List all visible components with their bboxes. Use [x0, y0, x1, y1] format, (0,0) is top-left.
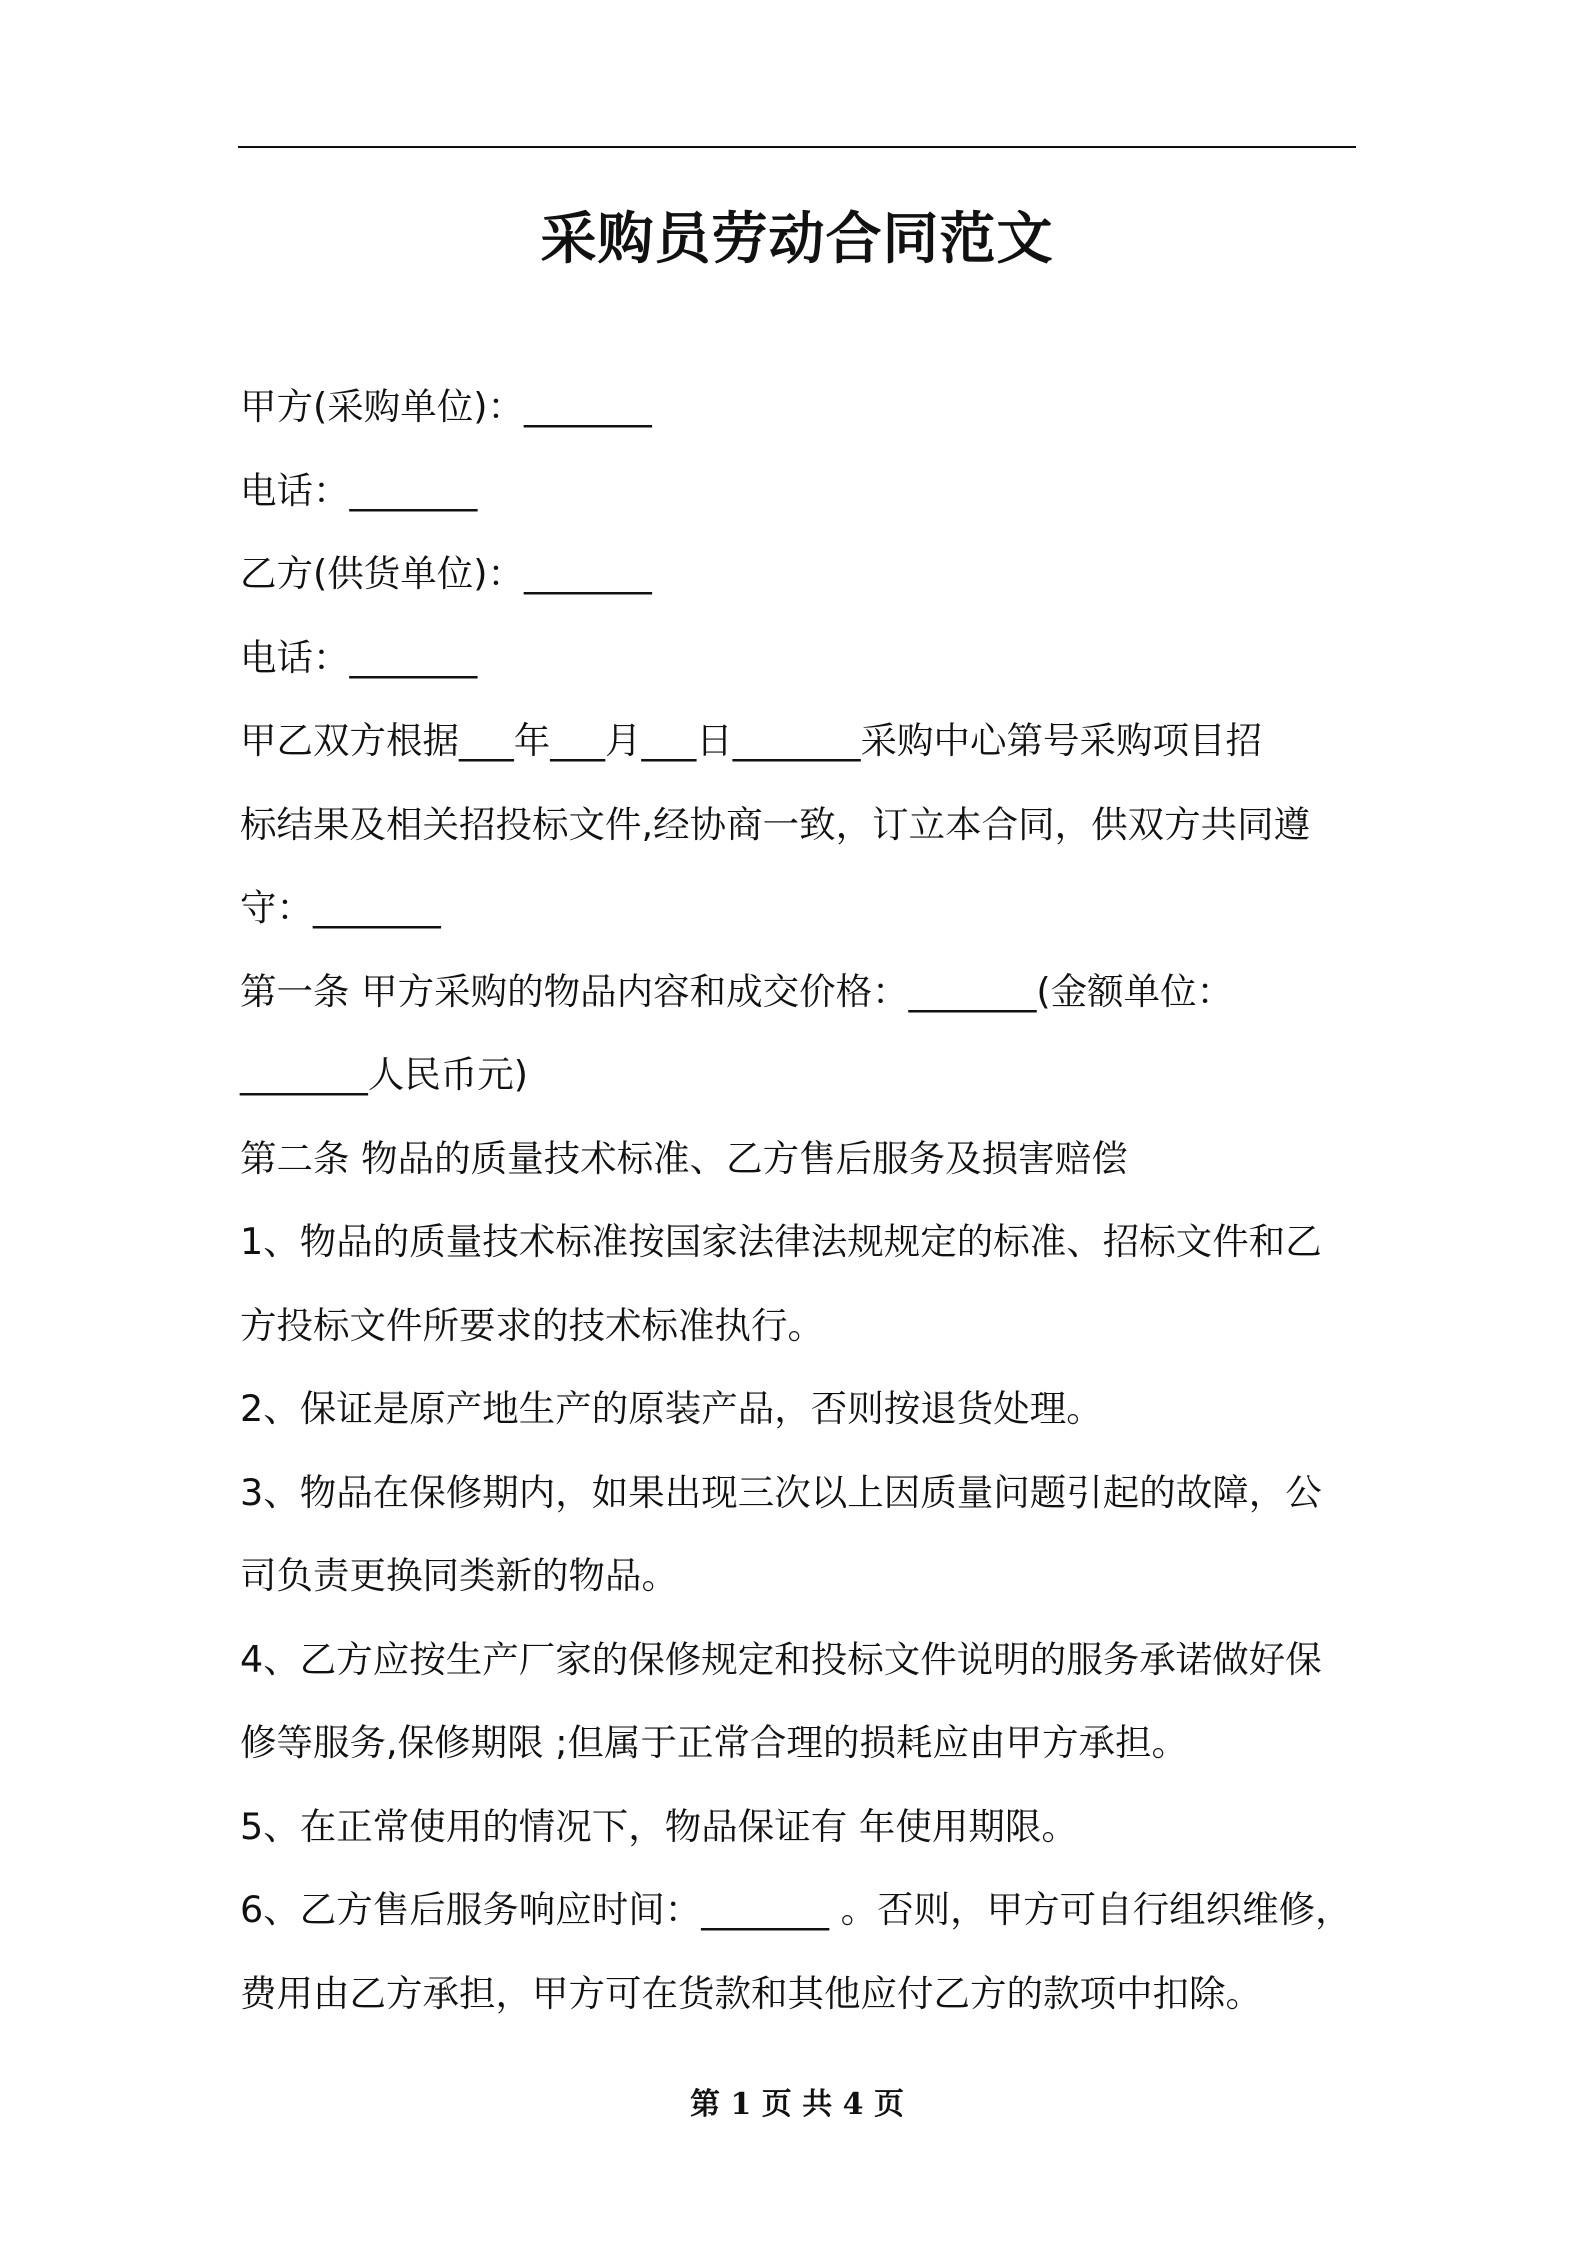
clause-6-line: 费用由乙方承担，甲方可在货款和其他应付乙方的款项中扣除。 [240, 1971, 1262, 2015]
preamble-line: 守：_______ [240, 886, 441, 929]
article-1-line: 第一条 甲方采购的物品内容和成交价格：_______(金额单位： [240, 969, 1234, 1013]
clause-1-line: 方投标文件所要求的技术标准执行。 [240, 1303, 824, 1347]
party-b-line: 乙方(供货单位)：_______ [240, 552, 652, 595]
header-rule [238, 146, 1356, 148]
article-1-line: _______人民币元) [240, 1053, 528, 1096]
clause-1-line: 1、物品的质量技术标准按国家法律法规规定的标准、招标文件和乙 [240, 1220, 1322, 1263]
clause-5-line: 5、在正常使用的情况下，物品保证有 年使用期限。 [240, 1804, 1078, 1848]
clause-3-line: 3、物品在保修期内，如果出现三次以上因质量问题引起的故障，公 [240, 1470, 1322, 1514]
page-footer: 第 1 页 共 4 页 [690, 2087, 904, 2122]
preamble-line: 标结果及相关招投标文件,经协商一致，订立本合同，供双方共同遵 [240, 802, 1311, 846]
clause-4-line: 修等服务,保修期限 ;但属于正常合理的损耗应由甲方承担。 [240, 1721, 1189, 1764]
clause-2-line: 2、保证是原产地生产的原装产品，否则按退货处理。 [240, 1387, 1103, 1430]
clause-6-line: 6、乙方售后服务响应时间：_______ 。否则，甲方可自行组织维修， [240, 1888, 1352, 1931]
preamble-line: 甲乙双方根据___年___月___日_______采购中心第号采购项目招 [240, 719, 1262, 762]
clause-4-line: 4、乙方应按生产厂家的保修规定和投标文件说明的服务承诺做好保 [240, 1637, 1322, 1681]
party-b-phone-line: 电话：_______ [240, 635, 478, 679]
article-2-heading: 第二条 物品的质量技术标准、乙方售后服务及损害赔偿 [240, 1136, 1128, 1180]
document-body [240, 365, 1390, 2035]
party-a-line: 甲方(采购单位)：_______ [240, 385, 652, 428]
clause-3-line: 司负责更换同类新的物品。 [240, 1554, 678, 1597]
document-title: 采购员劳动合同范文 [540, 207, 1054, 272]
party-a-phone-line: 电话：_______ [240, 468, 478, 512]
